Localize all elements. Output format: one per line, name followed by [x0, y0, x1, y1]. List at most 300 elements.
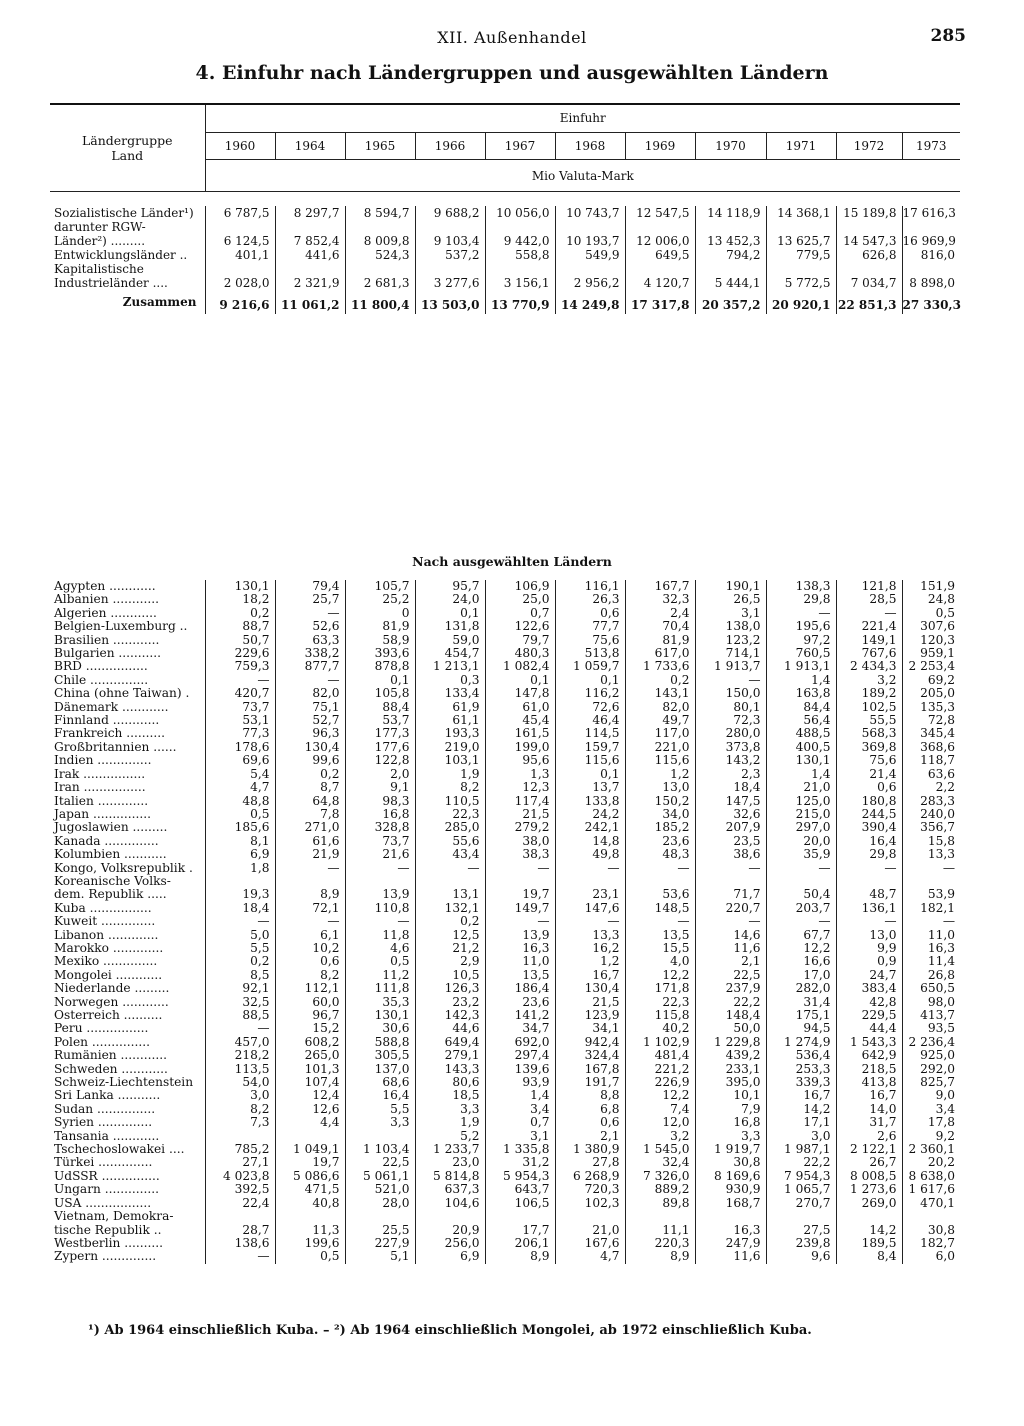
table-cell: 48,3	[625, 848, 695, 861]
table-cell: 48,8	[205, 795, 275, 808]
table-row	[50, 262, 960, 276]
row-label: Irak ................	[54, 767, 146, 781]
table-cell: 26,8	[902, 969, 960, 982]
group-body	[50, 192, 960, 315]
table-cell: 0,5	[902, 607, 960, 620]
row-label: Koreanische Volks-	[54, 874, 171, 888]
table-cell: 97,2	[766, 634, 836, 647]
table-cell: 61,6	[275, 835, 345, 848]
table-row	[50, 1143, 960, 1156]
table-cell: 2,3	[695, 768, 766, 781]
total-cell: 13 770,9	[485, 290, 555, 314]
table-cell	[902, 220, 960, 234]
row-label: Italien .............	[54, 794, 149, 808]
table-cell: 64,8	[275, 795, 345, 808]
table-cell: 16,2	[555, 942, 625, 955]
table-cell: 118,7	[902, 754, 960, 767]
table-cell: —	[205, 674, 275, 687]
table-cell: 16,8	[695, 1116, 766, 1129]
row-label: Syrien ..............	[54, 1116, 153, 1130]
table-cell: 95,6	[485, 754, 555, 767]
table-cell: 35,3	[345, 996, 415, 1009]
table-cell: 80,1	[695, 701, 766, 714]
row-label: Westberlin ..........	[54, 1236, 163, 1250]
table-cell: 115,6	[625, 754, 695, 767]
table-cell: 5 954,3	[485, 1170, 555, 1183]
table-cell: 17,0	[766, 969, 836, 982]
table-cell: 1 335,8	[485, 1143, 555, 1156]
table-cell	[902, 875, 960, 888]
table-row	[50, 1197, 960, 1210]
table-cell: 50,7	[205, 634, 275, 647]
table-cell: 242,1	[555, 821, 625, 834]
table-cell: 96,3	[275, 727, 345, 740]
table-cell: 17,7	[485, 1224, 555, 1237]
table-cell: 643,7	[485, 1183, 555, 1196]
table-cell: 942,4	[555, 1036, 625, 1049]
table-cell: 150,2	[625, 795, 695, 808]
table-cell: 28,7	[205, 1224, 275, 1237]
table-cell: 240,0	[902, 808, 960, 821]
table-cell: 229,6	[205, 647, 275, 660]
row-label: Schweiz-Liechtenstein	[54, 1076, 194, 1090]
table-cell: 1 229,8	[695, 1036, 766, 1049]
table-head	[50, 104, 960, 192]
table-cell: 6,0	[902, 1250, 960, 1263]
table-cell: 113,5	[205, 1063, 275, 1076]
table-cell: 0,6	[275, 955, 345, 968]
table-cell: —	[766, 862, 836, 875]
table-cell: —	[555, 862, 625, 875]
table-cell: 18,5	[415, 1089, 485, 1102]
table-cell: 7,8	[275, 808, 345, 821]
table-cell: 9,6	[766, 1250, 836, 1263]
table-cell	[555, 220, 625, 234]
table-cell	[695, 220, 766, 234]
table-cell: 218,5	[836, 1063, 902, 1076]
table-cell: 2 321,9	[275, 276, 345, 290]
table-cell: 1,9	[415, 1116, 485, 1129]
table-cell: —	[766, 915, 836, 928]
table-cell: 297,0	[766, 821, 836, 834]
row-label: Norwegen ............	[54, 995, 169, 1009]
table-cell: 58,9	[345, 634, 415, 647]
table-cell: 3,3	[695, 1130, 766, 1143]
table-cell: 130,1	[766, 754, 836, 767]
table-cell: 324,4	[555, 1049, 625, 1062]
table-cell: 60,0	[275, 996, 345, 1009]
total-cell: 13 503,0	[415, 290, 485, 314]
table-cell: 30,8	[695, 1156, 766, 1169]
table-cell: 95,7	[415, 580, 485, 593]
table-cell: 481,4	[625, 1049, 695, 1062]
table-cell: 524,3	[345, 248, 415, 262]
table-cell: 12,4	[275, 1089, 345, 1102]
table-cell: 25,0	[485, 593, 555, 606]
table-cell: 75,6	[836, 754, 902, 767]
table-cell: 2 122,1	[836, 1143, 902, 1156]
table-cell: 1 059,7	[555, 660, 625, 673]
table-cell: 130,1	[345, 1009, 415, 1022]
table-cell: 189,5	[836, 1237, 902, 1250]
table-row	[50, 741, 960, 754]
row-label: Mongolei ............	[54, 968, 163, 982]
table-cell: 1,9	[415, 768, 485, 781]
table-cell: 7 326,0	[625, 1170, 695, 1183]
table-row	[50, 808, 960, 821]
table-cell: 207,9	[695, 821, 766, 834]
table-cell: 45,4	[485, 714, 555, 727]
table-cell	[345, 1210, 415, 1223]
table-cell: 0,5	[205, 808, 275, 821]
table-cell: 1,4	[766, 768, 836, 781]
row-label: Kuba ................	[54, 901, 152, 915]
table-cell: 8,9	[625, 1250, 695, 1263]
row-label: Chile ...............	[54, 673, 149, 687]
table-cell: 4 023,8	[205, 1170, 275, 1183]
table-cell: 105,7	[345, 580, 415, 593]
table-cell: 93,5	[902, 1022, 960, 1035]
total-cell: 11 061,2	[275, 290, 345, 314]
table-cell: 53,7	[345, 714, 415, 727]
table-cell	[205, 220, 275, 234]
table-cell: 2 360,1	[902, 1143, 960, 1156]
table-cell: 147,6	[555, 902, 625, 915]
table-cell: 608,2	[275, 1036, 345, 1049]
table-cell: 480,3	[485, 647, 555, 660]
table-cell: 38,3	[485, 848, 555, 861]
row-label: Bulgarien ...........	[54, 647, 162, 661]
table-cell: 1 543,3	[836, 1036, 902, 1049]
table-cell: 292,0	[902, 1063, 960, 1076]
table-cell: 19,7	[275, 1156, 345, 1169]
table-cell: 5 814,8	[415, 1170, 485, 1183]
table-cell: 71,7	[695, 888, 766, 901]
table-cell: 825,7	[902, 1076, 960, 1089]
table-cell: 42,8	[836, 996, 902, 1009]
table-cell	[205, 1130, 275, 1143]
table-cell: 271,0	[275, 821, 345, 834]
table-cell: 73,7	[345, 835, 415, 848]
table-cell: 163,8	[766, 687, 836, 700]
table-cell: 15,8	[902, 835, 960, 848]
table-cell: 22,5	[345, 1156, 415, 1169]
table-cell: 20,9	[415, 1224, 485, 1237]
table-cell: 390,4	[836, 821, 902, 834]
table-cell: 219,0	[415, 741, 485, 754]
table-cell: —	[695, 674, 766, 687]
table-cell: 6,1	[275, 929, 345, 942]
table-cell: 14 547,3	[836, 234, 902, 248]
table-cell: 4,4	[275, 1116, 345, 1129]
table-cell: 79,4	[275, 580, 345, 593]
table-cell: —	[345, 862, 415, 875]
row-label: Japan ...............	[54, 807, 152, 821]
table-cell: 21,5	[485, 808, 555, 821]
total-cell: 20 920,1	[766, 290, 836, 314]
table-cell: 1 103,4	[345, 1143, 415, 1156]
table-cell: 139,6	[485, 1063, 555, 1076]
table-cell: 13,3	[902, 848, 960, 861]
table-row	[50, 276, 960, 290]
table-cell	[902, 1210, 960, 1223]
table-cell: 513,8	[555, 647, 625, 660]
table-cell: 21,0	[555, 1224, 625, 1237]
table-cell: 8 898,0	[902, 276, 960, 290]
table-cell: 21,0	[766, 781, 836, 794]
table-cell: 38,0	[485, 835, 555, 848]
table-cell: 168,7	[695, 1197, 766, 1210]
table-cell: 8,9	[275, 888, 345, 901]
table-cell: 227,9	[345, 1237, 415, 1250]
table-cell: 16,4	[345, 1089, 415, 1102]
table-row	[50, 248, 960, 262]
table-cell	[555, 262, 625, 276]
table-row	[50, 781, 960, 794]
table-cell: 56,4	[766, 714, 836, 727]
table-cell: 26,7	[836, 1156, 902, 1169]
table-cell	[625, 220, 695, 234]
table-cell: 11,8	[345, 929, 415, 942]
table-row	[50, 969, 960, 982]
table-cell: 1,3	[485, 768, 555, 781]
row-label: Rumänien ............	[54, 1049, 168, 1063]
table-cell: 117,4	[485, 795, 555, 808]
table-cell: 233,1	[695, 1063, 766, 1076]
table-cell: 13,1	[415, 888, 485, 901]
table-cell: 8,2	[205, 1103, 275, 1116]
table-cell: 63,6	[902, 768, 960, 781]
table-cell: 13,3	[555, 929, 625, 942]
table-cell: 23,6	[625, 835, 695, 848]
table-cell: 81,9	[625, 634, 695, 647]
table-cell: 148,4	[695, 1009, 766, 1022]
table-cell: 27,5	[766, 1224, 836, 1237]
row-label: Niederlande .........	[54, 982, 170, 996]
table-cell: 15 189,8	[836, 206, 902, 220]
table-cell: 12,0	[625, 1116, 695, 1129]
table-cell: 122,6	[485, 620, 555, 633]
table-cell: 2,6	[836, 1130, 902, 1143]
table-row	[50, 1170, 960, 1183]
table-cell: 2,0	[345, 768, 415, 781]
table-cell: 3,1	[485, 1130, 555, 1143]
table-cell: 215,0	[766, 808, 836, 821]
table-cell: 1 913,1	[766, 660, 836, 673]
table-cell: 1 082,4	[485, 660, 555, 673]
table-row	[50, 714, 960, 727]
table-row	[50, 727, 960, 740]
table-cell: 2 956,2	[555, 276, 625, 290]
table-cell: 221,0	[625, 741, 695, 754]
row-label: Tschechoslowakei ....	[54, 1143, 185, 1157]
table-cell: 10 743,7	[555, 206, 625, 220]
total-cell: 14 249,8	[555, 290, 625, 314]
row-label: Sri Lanka ...........	[54, 1089, 161, 1103]
table-cell: —	[485, 862, 555, 875]
table-row	[50, 647, 960, 660]
table-cell: 1,2	[625, 768, 695, 781]
table-cell: 878,8	[345, 660, 415, 673]
table-cell: 392,5	[205, 1183, 275, 1196]
table-cell: 13 625,7	[766, 234, 836, 248]
table-cell: —	[836, 915, 902, 928]
table-cell: 4,7	[205, 781, 275, 794]
table-cell: 1 273,6	[836, 1183, 902, 1196]
table-cell: 77,7	[555, 620, 625, 633]
table-cell: 16,7	[555, 969, 625, 982]
table-cell: 143,3	[415, 1063, 485, 1076]
table-cell: 297,4	[485, 1049, 555, 1062]
table-cell: 13,5	[625, 929, 695, 942]
table-cell	[485, 875, 555, 888]
table-cell: 8,4	[836, 1250, 902, 1263]
table-cell: 167,6	[555, 1237, 625, 1250]
table-cell: 147,8	[485, 687, 555, 700]
table-cell: 0,1	[555, 674, 625, 687]
table-cell: 1 380,9	[555, 1143, 625, 1156]
table-cell: 49,7	[625, 714, 695, 727]
table-cell: 2 253,4	[902, 660, 960, 673]
table-cell: 649,4	[415, 1036, 485, 1049]
total-row	[50, 290, 960, 314]
table-row	[50, 1183, 960, 1196]
table-cell: 767,6	[836, 647, 902, 660]
table-cell: 7 954,3	[766, 1170, 836, 1183]
table-cell: 32,6	[695, 808, 766, 821]
row-label: Ungarn ..............	[54, 1183, 159, 1197]
table-cell: 11,0	[902, 929, 960, 942]
table-cell: 6,8	[555, 1103, 625, 1116]
table-cell: 136,1	[836, 902, 902, 915]
table-cell: 420,7	[205, 687, 275, 700]
table-cell: 190,1	[695, 580, 766, 593]
row-label: Peru ................	[54, 1022, 149, 1036]
table-cell: 53,9	[902, 888, 960, 901]
table-cell: 4 120,7	[625, 276, 695, 290]
table-cell: 0,9	[836, 955, 902, 968]
table-row	[50, 982, 960, 995]
table-cell: 29,8	[766, 593, 836, 606]
row-label: darunter RGW-	[54, 220, 146, 234]
table-cell: 30,8	[902, 1224, 960, 1237]
table-cell: 383,4	[836, 982, 902, 995]
table-cell: 9,9	[836, 942, 902, 955]
table-cell: 178,6	[205, 741, 275, 754]
row-label: China (ohne Taiwan) .	[54, 687, 190, 701]
table-cell: 11,1	[625, 1224, 695, 1237]
table-cell: 16,6	[766, 955, 836, 968]
table-row	[50, 1224, 960, 1237]
table-cell: 220,7	[695, 902, 766, 915]
table-row	[50, 687, 960, 700]
row-label: Vietnam, Demokra-	[54, 1210, 174, 1224]
table-cell: 159,7	[555, 741, 625, 754]
table-cell: 182,7	[902, 1237, 960, 1250]
table-cell: 175,1	[766, 1009, 836, 1022]
table-cell: —	[415, 862, 485, 875]
table-cell: 8,9	[485, 1250, 555, 1263]
table-cell: 63,3	[275, 634, 345, 647]
year-header: 1968	[555, 132, 625, 160]
table-cell: 6,9	[205, 848, 275, 861]
table-cell: 270,7	[766, 1197, 836, 1210]
row-label: BRD ................	[54, 660, 148, 674]
table-cell	[836, 262, 902, 276]
table-cell: 17 616,3	[902, 206, 960, 220]
countries-title: Nach ausgewählten Ländern	[412, 554, 612, 569]
table-cell: 72,1	[275, 902, 345, 915]
table-cell	[836, 220, 902, 234]
row-label: Belgien-Luxemburg ..	[54, 620, 188, 634]
table-row	[50, 835, 960, 848]
table-cell: 413,7	[902, 1009, 960, 1022]
table-cell: 6 268,9	[555, 1170, 625, 1183]
table-cell: 14 368,1	[766, 206, 836, 220]
table-cell: 14,8	[555, 835, 625, 848]
table-cell: 221,4	[836, 620, 902, 633]
table-row	[50, 768, 960, 781]
table-cell: 0,2	[415, 915, 485, 928]
table-cell: 12,2	[625, 969, 695, 982]
table-cell: 395,0	[695, 1076, 766, 1089]
table-cell: 14 118,9	[695, 206, 766, 220]
row-label: UdSSR ...............	[54, 1169, 160, 1183]
unit-header: Mio Valuta-Mark	[205, 160, 960, 192]
table-cell: 1 049,1	[275, 1143, 345, 1156]
table-cell: 413,8	[836, 1076, 902, 1089]
table-cell: 177,3	[345, 727, 415, 740]
table-cell: 123,9	[555, 1009, 625, 1022]
table-cell: 12 547,5	[625, 206, 695, 220]
table-cell: 13,9	[345, 888, 415, 901]
total-cell: 22 851,3	[836, 290, 902, 314]
row-label: dem. Republik .....	[54, 888, 167, 902]
table-cell: 7,3	[205, 1116, 275, 1129]
table-row	[50, 1103, 960, 1116]
table-cell: 13,0	[836, 929, 902, 942]
table-cell: 22,4	[205, 1197, 275, 1210]
table-cell: —	[695, 862, 766, 875]
table-cell: 79,7	[485, 634, 555, 647]
table-cell: 75,6	[555, 634, 625, 647]
total-cell: 27 330,3	[902, 290, 960, 314]
row-label: Ägypten ............	[54, 580, 156, 593]
table-cell: 53,1	[205, 714, 275, 727]
table-cell: —	[275, 607, 345, 620]
table-row	[50, 1210, 960, 1223]
table-cell: 0,7	[485, 1116, 555, 1129]
table-cell: 2,1	[695, 955, 766, 968]
table-cell: 122,8	[345, 754, 415, 767]
table-cell: 959,1	[902, 647, 960, 660]
table-cell: 22,3	[415, 808, 485, 821]
table-cell: 195,6	[766, 620, 836, 633]
table-cell: 126,3	[415, 982, 485, 995]
table-cell: 46,4	[555, 714, 625, 727]
table-cell: 338,2	[275, 647, 345, 660]
row-label: Kapitalistische	[54, 262, 144, 276]
table-row	[50, 888, 960, 901]
table-cell: 9 442,0	[485, 234, 555, 248]
table-cell: 692,0	[485, 1036, 555, 1049]
table-row	[50, 580, 960, 593]
table-cell: 11,6	[695, 942, 766, 955]
table-cell: 55,6	[415, 835, 485, 848]
table-cell: 5,5	[205, 942, 275, 955]
table-cell: 3,0	[205, 1089, 275, 1102]
table-cell: 8,7	[275, 781, 345, 794]
